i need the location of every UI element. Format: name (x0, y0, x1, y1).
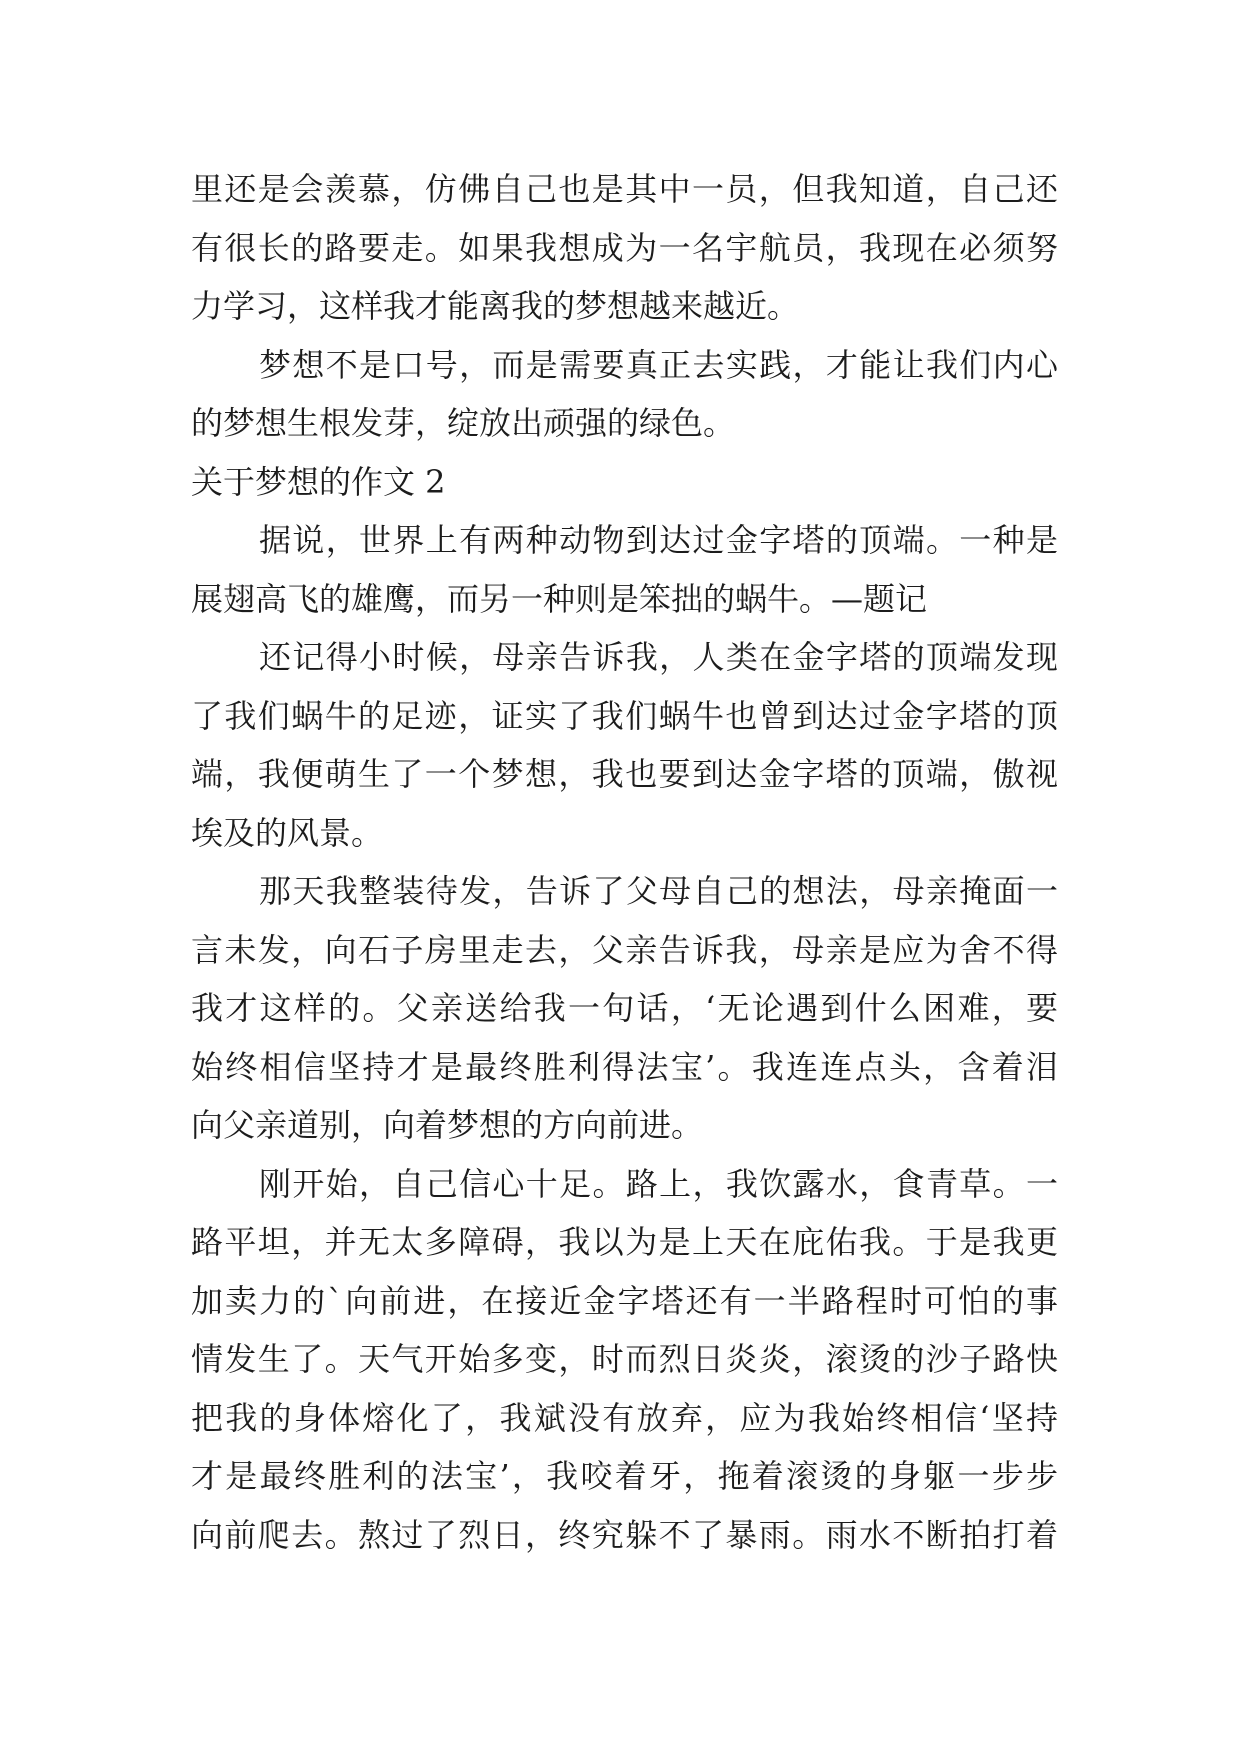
text-line: 向父亲道别，向着梦想的方向前进。 (191, 1106, 704, 1144)
text-line: 言未发，向石子房里走去，父亲告诉我，母亲是应为舍不得 (191, 930, 1058, 969)
document-body (191, 160, 1058, 1564)
text-line: 力学习，这样我才能离我的梦想越来越近。 (191, 287, 800, 325)
paragraph (191, 862, 1058, 1155)
text-line: 埃及的风景。 (191, 813, 384, 852)
text-line: 始终相信坚持才是最终胜利得法宝’。我连连点头，含着泪 (191, 1047, 1058, 1086)
text-line: 还记得小时候，母亲告诉我，人类在金字塔的顶端发现 (259, 638, 1058, 676)
text-line: 路平坦，并无太多障碍，我以为是上天在庇佑我。于是我更 (191, 1223, 1058, 1261)
text-line: 梦想不是口号，而是需要真正去实践，才能让我们内心 (259, 345, 1058, 384)
text-line: 情发生了。天气开始多变，时而烈日炎炎，滚烫的沙子路快 (191, 1340, 1058, 1378)
text-line: 加卖力的`向前进，在接近金字塔还有一半路程时可怕的事 (191, 1281, 1058, 1320)
text-line: 那天我整装待发，告诉了父母自己的想法，母亲掩面一 (259, 872, 1058, 910)
section-heading: 关于梦想的作文 2 (191, 462, 446, 501)
text-line: 展翅高飞的雄鹰，而另一种则是笨拙的蜗牛。—题记 (191, 579, 928, 618)
paragraph (191, 1155, 1058, 1565)
text-line: 刚开始，自己信心十足。路上，我饮露水，食青草。一 (259, 1164, 1058, 1203)
paragraph (191, 336, 1058, 453)
paragraph (191, 628, 1058, 862)
text-line: 把我的身体熔化了，我斌没有放弃，应为我始终相信‘坚持 (191, 1398, 1058, 1437)
text-line: 端，我便萌生了一个梦想，我也要到达金字塔的顶端，傲视 (191, 755, 1058, 793)
text-line: 的梦想生根发芽，绽放出顽强的绿色。 (191, 404, 736, 442)
text-line: 据说，世界上有两种动物到达过金字塔的顶端。一种是 (259, 521, 1058, 559)
paragraph (191, 160, 1058, 336)
paragraph (191, 511, 1058, 628)
text-line: 向前爬去。熬过了烈日，终究躲不了暴雨。雨水不断拍打着 (191, 1515, 1058, 1554)
text-line: 才是最终胜利的法宝’，我咬着牙，拖着滚烫的身躯一步步 (191, 1457, 1058, 1495)
text-line: 我才这样的。父亲送给我一句话，‘无论遇到什么困难，要 (191, 989, 1058, 1027)
text-line: 了我们蜗牛的足迹，证实了我们蜗牛也曾到达过金字塔的顶 (191, 696, 1058, 735)
text-line: 有很长的路要走。如果我想成为一名宇航员，我现在必须努 (191, 228, 1058, 267)
text-line: 里还是会羡慕，仿佛自己也是其中一员，但我知道，自己还 (191, 170, 1058, 208)
